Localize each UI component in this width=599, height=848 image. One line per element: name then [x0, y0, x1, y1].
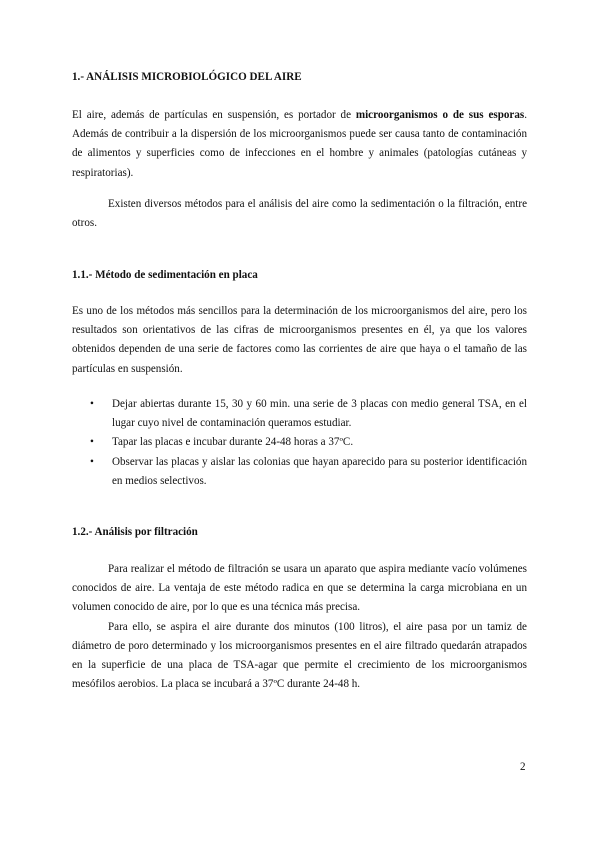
list-item	[72, 453, 527, 491]
section-1-2-paragraphs	[72, 560, 527, 694]
list-item	[72, 395, 527, 433]
subsection-heading: 1.2.- Análisis por filtración	[72, 526, 198, 538]
paragraph-text: . Además de contribuir a la dispersión de los microorganismos puede ser causa tanto de contaminación de alimentos y superficies como de infecciones en el hombre y animales (patologías cutáneas y respiratorias).	[72, 109, 527, 179]
paragraph	[72, 106, 527, 183]
paragraph: Existen diversos métodos para el análisis del aire como la sedimentación o la filtración, entre otros.	[72, 198, 527, 230]
section-1-2	[72, 523, 527, 542]
bullet-icon: •	[90, 455, 94, 468]
bullet-list	[72, 395, 527, 491]
section-1-1-paragraph	[72, 302, 527, 379]
emphasis-text: microorganismos o de sus esporas	[355, 109, 525, 121]
paragraph: Para ello, se aspira el aire durante dos minutos (100 litros), el aire pasa por un tamiz de diámetro de poro determinado y los microorganismos presentes en el aire filtrado quedarán atrapados en la superficie de una placa de TSA-agar que permite el crecimiento de los microorganismos mesófilos aerobios. La placa se incubará a 37ºC durante 24-48 h.	[72, 620, 527, 691]
paragraph-text: El aire, además de partículas en suspensión, es portador de	[72, 109, 356, 121]
paragraph: Es uno de los métodos más sencillos para la determinación de los microorganismos del aire, pero los resultados son orientativos de las cifras de microorganismos presentes en él, ya que los valores obtenidos dependen de una serie de factores como las corrientes de aire que haya o el tamaño de las partículas en suspensión.	[72, 305, 527, 375]
list-item-text: Tapar las placas e incubar durante 24-48 horas a 37ºC.	[112, 436, 354, 449]
section-1-1	[72, 266, 527, 285]
list-item	[72, 433, 527, 452]
list-item-text: Observar las placas y aislar las colonias que hayan aparecido para su posterior identificación en medios selectivos.	[112, 455, 527, 487]
subsection-heading: 1.1.- Método de sedimentación en placa	[72, 269, 258, 281]
section-1-paragraph-1	[72, 106, 527, 183]
list-item-text: Dejar abiertas durante 15, 30 y 60 min. una serie de 3 placas con medio general TSA, en el lugar cuyo nivel de contaminación queramos estudiar.	[112, 398, 527, 430]
section-heading: 1.- ANÁLISIS MICROBIOLÓGICO DEL AIRE	[72, 71, 302, 83]
section-1-paragraph-2	[72, 195, 527, 233]
paragraph: Para realizar el método de filtración se usara un aparato que aspira mediante vacío volúmenes conocidos de aire. La ventaja de este método radica en que se determina la carga microbiana en un volumen conocido de aire, por lo que es una técnica más precisa.	[72, 563, 527, 614]
bullet-icon: •	[90, 436, 94, 449]
page-number: 2	[520, 761, 526, 773]
section-1	[72, 68, 527, 87]
bullet-icon: •	[90, 398, 94, 410]
